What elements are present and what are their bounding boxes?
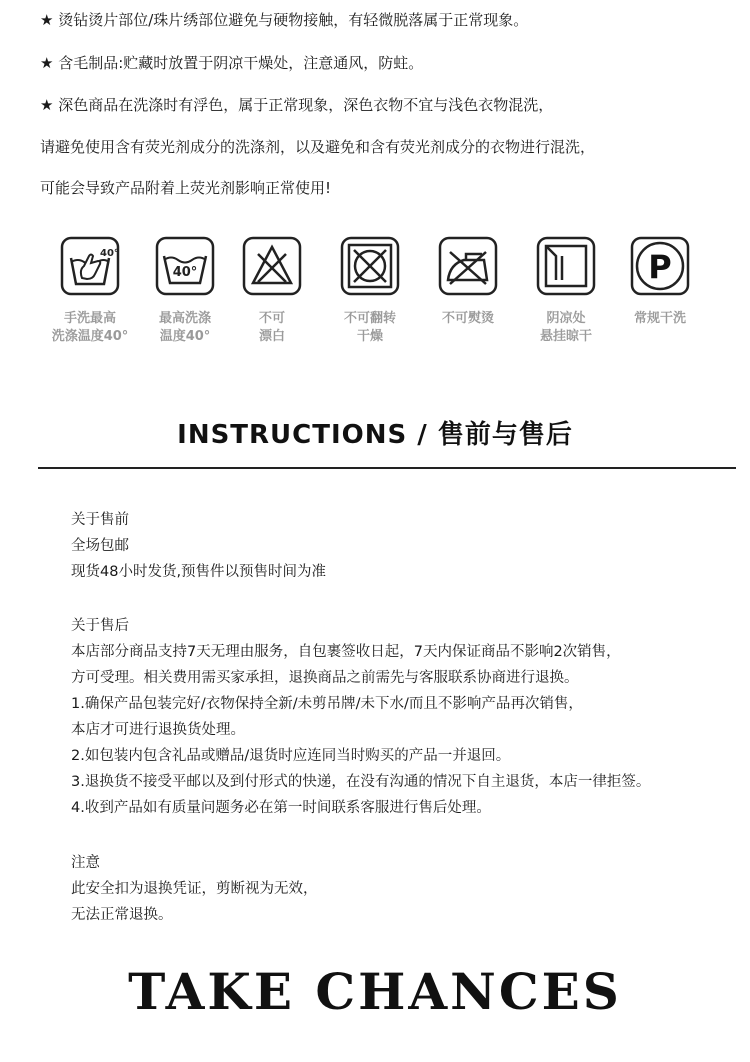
care-item-no-bleach [232, 236, 312, 346]
care-label-machine-wash-2: 温度40° [159, 329, 211, 344]
care-label-no-iron-1: 不可熨烫 [441, 311, 494, 326]
section-heading: INSTRUCTIONS / 售前与售后 [177, 420, 573, 450]
presale-section [71, 507, 326, 585]
care-item-no-tumble-dry [330, 236, 410, 346]
notice-title: 注意 [71, 855, 100, 871]
care-item-machine-wash [145, 236, 225, 346]
care-item-dry-clean [620, 236, 700, 328]
care-label-line-dry-1: 阴凉处 [546, 311, 586, 326]
care-label-no-tumble-2: 干燥 [356, 329, 383, 344]
note-line-2: ★ 含毛制品:贮藏时放置于阴凉干燥处，注意通风，防蛀。 [40, 54, 424, 72]
notice-line-2: 无法正常退换。 [71, 907, 173, 923]
care-label-no-tumble-1: 不可翻转 [343, 311, 396, 326]
aftersale-line-2: 方可受理。相关费用需买家承担，退换商品之前需先与客服联系协商进行退换。 [71, 670, 579, 686]
notice-line-1: 此安全扣为退换凭证，剪断视为无效， [71, 881, 318, 897]
note-line-4: 请避免使用含有荧光剂成分的洗涤剂，以及避免和含有荧光剂成分的衣物进行混洗， [40, 138, 596, 156]
care-label-no-bleach-1: 不可 [258, 311, 285, 326]
aftersale-line-3: 1.确保产品包装完好/衣物保持全新/未剪吊牌/未下水/而且不影响产品再次销售， [71, 696, 583, 712]
care-label-hand-wash-1: 手洗最高 [63, 311, 116, 326]
care-item-hand-wash [50, 236, 130, 346]
heading-divider [38, 467, 736, 469]
dry-clean-p-icon [630, 236, 690, 296]
line-dry-shade-icon [536, 236, 596, 296]
svg-text:40°: 40° [100, 248, 119, 259]
presale-line-2: 现货48小时发货,预售件以预售时间为准 [71, 564, 327, 580]
notice-section [71, 850, 318, 928]
no-iron-icon [438, 236, 498, 296]
machine-wash-40-icon [155, 236, 215, 296]
note-line-5: 可能会导致产品附着上荧光剂影响正常使用! [40, 179, 332, 197]
no-bleach-icon [242, 236, 302, 296]
presale-line-1: 全场包邮 [71, 538, 129, 554]
svg-text:P: P [648, 248, 672, 286]
note-line-3: ★ 深色商品在洗涤时有浮色，属于正常现象，深色衣物不宜与浅色衣物混洗， [40, 96, 554, 114]
care-label-dry-clean-1: 常规干洗 [633, 311, 686, 326]
presale-title: 关于售前 [71, 512, 129, 528]
care-label-no-bleach-2: 漂白 [258, 329, 285, 344]
aftersale-line-1: 本店部分商品支持7天无理由服务，自包裹签收日起，7天内保证商品不影响2次销售， [71, 644, 621, 660]
no-tumble-dry-icon [340, 236, 400, 296]
aftersale-line-7: 4.收到产品如有质量问题务必在第一时间联系客服进行售后处理。 [71, 800, 491, 816]
care-label-line-dry-2: 悬挂晾干 [539, 329, 592, 344]
aftersale-line-4: 本店才可进行退换货处理。 [71, 722, 245, 738]
svg-text:40°: 40° [172, 265, 198, 280]
care-item-line-dry [526, 236, 606, 346]
care-item-no-iron [428, 236, 508, 328]
care-label-hand-wash-2: 洗涤温度40° [51, 329, 129, 344]
aftersale-title: 关于售后 [71, 618, 129, 634]
tagline: TAKE CHANCES [128, 962, 622, 1021]
aftersale-line-6: 3.退换货不接受平邮以及到付形式的快递，在没有沟通的情况下自主退货，本店一律拒签。 [71, 774, 651, 790]
note-line-1: ★ 烫钻烫片部位/珠片绣部位避免与硬物接触，有轻微脱落属于正常现象。 [40, 11, 529, 29]
aftersale-line-5: 2.如包装内包含礼品或赠品/退货时应连同当时购买的产品一并退回。 [71, 748, 511, 764]
care-icons-row [0, 236, 750, 356]
care-label-machine-wash-1: 最高洗涤 [158, 311, 211, 326]
hand-wash-icon [60, 236, 120, 296]
aftersale-section [71, 613, 650, 821]
